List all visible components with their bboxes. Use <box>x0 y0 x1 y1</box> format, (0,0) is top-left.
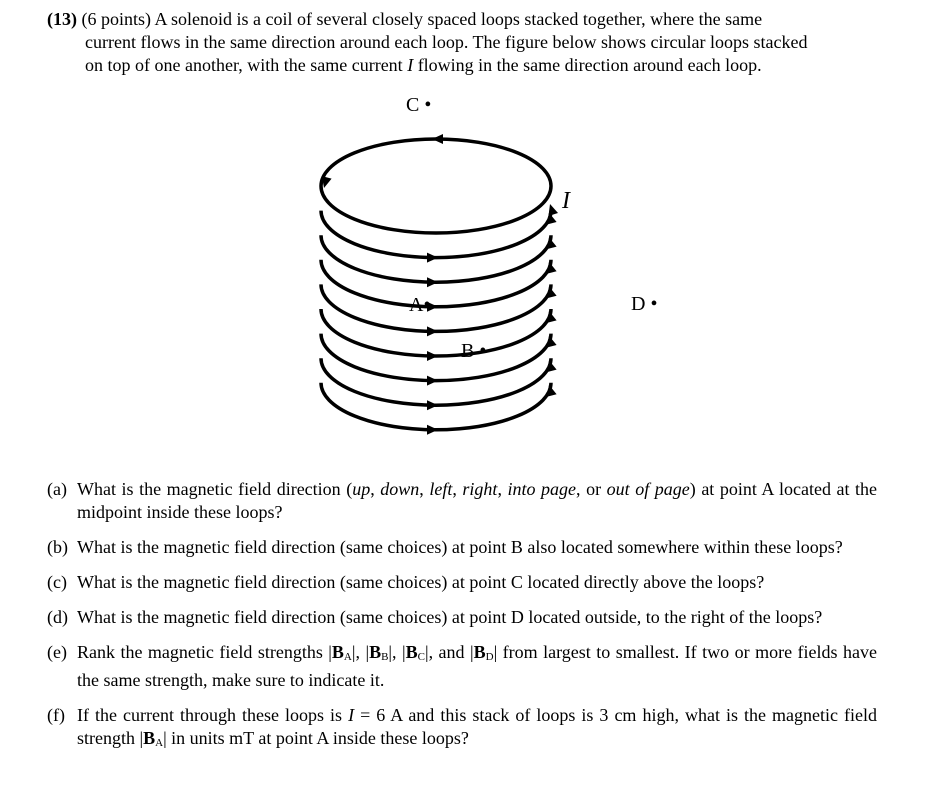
part-e-text-2: | from largest to smallest. If two or more fields have the same strength, make sure to indicate it. <box>77 642 877 690</box>
current-arrow <box>427 326 438 336</box>
sep: |, | <box>388 642 406 662</box>
point-c-marker: C • <box>406 94 432 116</box>
choice-out-of-page: out of page <box>606 479 690 499</box>
sep: |, | <box>351 642 370 662</box>
field-symbol: B <box>369 642 382 662</box>
point-a-marker: A• <box>409 294 431 316</box>
part-c-text: What is the magnetic field direction (same choices) at point C located directly above the loops? <box>77 572 765 592</box>
sep: , <box>419 479 430 499</box>
problem-number: (13) <box>47 9 77 29</box>
choice-up: up <box>352 479 371 499</box>
sep: , <box>370 479 381 499</box>
part-e <box>47 641 877 692</box>
point-d-marker: D • <box>631 293 658 315</box>
sep: , <box>497 479 508 499</box>
current-symbol: I <box>407 55 414 75</box>
current-arrow <box>427 253 438 263</box>
current-arrow <box>432 134 443 144</box>
label-a: A <box>409 294 424 316</box>
intro-text-3b: flowing in the same direction around each loop. <box>413 55 762 75</box>
subscript-d: D <box>485 651 494 663</box>
current-arrow <box>427 277 438 287</box>
intro-text-1: (6 points) A solenoid is a coil of several closely spaced loops stacked together, where the same <box>81 9 763 29</box>
part-b <box>47 536 877 559</box>
choice-down: down <box>380 479 420 499</box>
question-parts <box>47 478 877 767</box>
choice-right: right <box>462 479 498 499</box>
field-symbol: B <box>143 728 156 748</box>
intro-line-2: current flows in the same direction around each loop. The figure below shows circular loops stacked <box>85 32 808 52</box>
sep: |, and | <box>424 642 474 662</box>
sep: , <box>452 479 463 499</box>
part-e-text-1: Rank the magnetic field strengths | <box>77 642 332 662</box>
current-arrow <box>427 376 438 386</box>
intro-text-3a: on top of one another, with the same current <box>85 55 408 75</box>
part-f-text-3: | in units mT at point A inside these loops? <box>163 728 469 748</box>
part-d <box>47 606 877 629</box>
subscript-a: A <box>343 651 352 663</box>
subscript-b: B <box>381 651 389 663</box>
label-d: D <box>631 293 646 315</box>
part-f-text-2: = 6 A and this stack of loops is 3 cm high, what is the magnetic field strength | <box>77 705 877 748</box>
field-symbol: B <box>405 642 418 662</box>
part-a-label: (a) <box>47 479 67 499</box>
part-b-text: What is the magnetic field direction (same choices) at point B also located somewhere within these loops? <box>77 537 843 557</box>
current-symbol: I <box>348 705 355 725</box>
label-b: B <box>461 340 475 362</box>
part-f <box>47 704 877 755</box>
label-current-i: I <box>562 188 570 214</box>
subscript-a: A <box>155 737 164 749</box>
part-e-label: (e) <box>47 642 67 662</box>
part-f-text-1: If the current through these loops is <box>77 705 349 725</box>
field-symbol: B <box>331 642 344 662</box>
part-a-text-1: What is the magnetic field direction ( <box>77 479 353 499</box>
choice-into-page: into page <box>507 479 577 499</box>
part-d-text: What is the magnetic field direction (same choices) at point D located outside, to the right of the loops? <box>77 607 823 627</box>
current-arrow <box>427 351 438 361</box>
part-f-label: (f) <box>47 705 65 725</box>
part-b-label: (b) <box>47 537 68 557</box>
part-a-text-2: ) at point A located at the midpoint inside these loops? <box>77 479 878 522</box>
part-c <box>47 571 877 594</box>
part-c-label: (c) <box>47 572 67 592</box>
current-arrow <box>427 425 438 435</box>
field-symbol: B <box>473 642 486 662</box>
current-arrow <box>427 400 438 410</box>
current-arrow <box>322 176 332 188</box>
part-a <box>47 478 877 524</box>
top-loop <box>321 139 551 233</box>
part-d-label: (d) <box>47 607 68 627</box>
sep: , or <box>576 479 607 499</box>
subscript-c: C <box>417 651 425 663</box>
point-b-marker: B • <box>461 340 487 362</box>
choice-left: left <box>429 479 453 499</box>
label-c: C <box>406 94 420 116</box>
